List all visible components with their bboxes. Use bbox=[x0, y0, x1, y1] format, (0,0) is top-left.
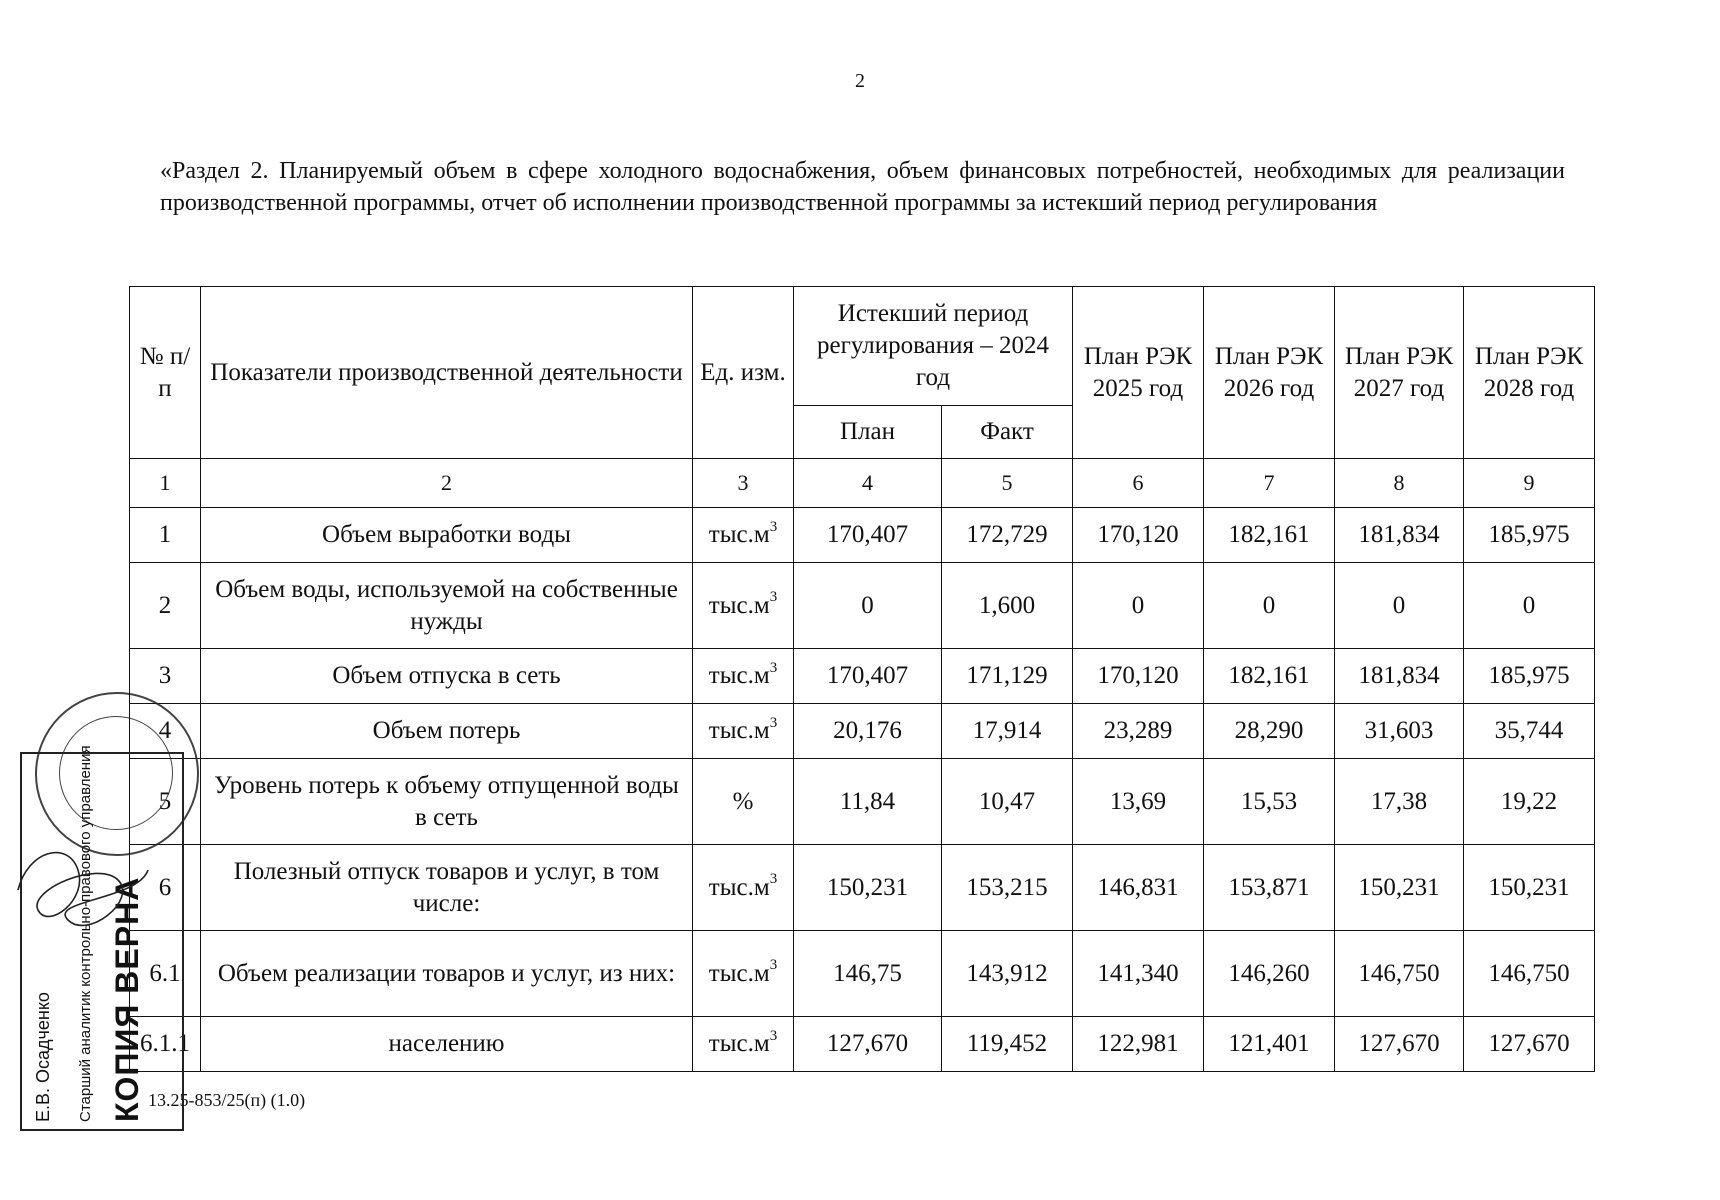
value-cell: 170,407 bbox=[794, 508, 942, 563]
value-cell: 121,401 bbox=[1204, 1017, 1335, 1072]
value-cell: 153,871 bbox=[1204, 845, 1335, 931]
unit-cell bbox=[693, 1017, 794, 1072]
value-cell: 141,340 bbox=[1073, 931, 1204, 1017]
row-number: 4 bbox=[130, 704, 201, 759]
table-row bbox=[130, 508, 1595, 563]
column-number: 2 bbox=[201, 459, 693, 508]
value-cell: 0 bbox=[794, 563, 942, 649]
column-number: 9 bbox=[1464, 459, 1595, 508]
value-cell: 146,75 bbox=[794, 931, 942, 1017]
row-number: 1 bbox=[130, 508, 201, 563]
column-number: 5 bbox=[942, 459, 1073, 508]
indicator-name: Объем воды, используемой на собственные нужды bbox=[201, 563, 693, 649]
stamp-position: Старший аналитик контрольно-правового управления bbox=[77, 745, 94, 1122]
table-row bbox=[130, 563, 1595, 649]
production-program-table bbox=[129, 286, 1595, 1072]
value-cell: 185,975 bbox=[1464, 508, 1595, 563]
header-row bbox=[130, 287, 1595, 406]
value-cell: 35,744 bbox=[1464, 704, 1595, 759]
table-row bbox=[130, 704, 1595, 759]
row-number: 2 bbox=[130, 563, 201, 649]
unit-cell bbox=[693, 704, 794, 759]
value-cell: 127,670 bbox=[794, 1017, 942, 1072]
value-cell: 23,289 bbox=[1073, 704, 1204, 759]
value-cell: 0 bbox=[1464, 563, 1595, 649]
unit-cell bbox=[693, 931, 794, 1017]
value-cell: 28,290 bbox=[1204, 704, 1335, 759]
value-cell: 127,670 bbox=[1464, 1017, 1595, 1072]
indicator-name: Объем отпуска в сеть bbox=[201, 649, 693, 704]
signature bbox=[8, 830, 158, 950]
header-plan-2028: План РЭК 2028 год bbox=[1464, 287, 1595, 459]
header-past-period: Истекший период регулирования – 2024 год bbox=[794, 287, 1073, 406]
value-cell: 11,84 bbox=[794, 759, 942, 845]
unit-text: тыс.м bbox=[708, 717, 770, 744]
value-cell: 143,912 bbox=[942, 931, 1073, 1017]
header-unit: Ед. изм. bbox=[693, 287, 794, 459]
header-plan-2027: План РЭК 2027 год bbox=[1335, 287, 1464, 459]
unit-text: % bbox=[732, 787, 754, 815]
page-number: 2 bbox=[855, 70, 865, 92]
table-row bbox=[130, 845, 1595, 931]
unit-text: тыс.м bbox=[708, 521, 770, 548]
indicator-name: Объем выработки воды bbox=[201, 508, 693, 563]
header-num: № п/п bbox=[130, 287, 201, 459]
value-cell: 170,407 bbox=[794, 649, 942, 704]
table-row bbox=[130, 931, 1595, 1017]
column-number-row bbox=[130, 459, 1595, 508]
unit-cell bbox=[693, 845, 794, 931]
indicator-name: Полезный отпуск товаров и услуг, в том числе: bbox=[201, 845, 693, 931]
value-cell: 20,176 bbox=[794, 704, 942, 759]
unit-text: тыс.м bbox=[708, 591, 770, 619]
row-number: 5 bbox=[130, 759, 201, 845]
unit-superscript: 3 bbox=[769, 1027, 778, 1044]
value-cell: 10,47 bbox=[942, 759, 1073, 845]
unit-text: тыс.м bbox=[708, 662, 770, 689]
value-cell: 181,834 bbox=[1335, 508, 1464, 563]
value-cell: 0 bbox=[1204, 563, 1335, 649]
value-cell: 185,975 bbox=[1464, 649, 1595, 704]
value-cell: 182,161 bbox=[1204, 649, 1335, 704]
unit-superscript: 3 bbox=[769, 871, 778, 888]
section-heading: «Раздел 2. Планируемый объем в сфере холодного водоснабжения, объем финансовых потребностей, необходимых для реализации производственной программы, отчет об исполнении производственной программы за истекший период регулирования bbox=[160, 158, 1565, 216]
unit-superscript: 3 bbox=[769, 589, 778, 606]
value-cell: 182,161 bbox=[1204, 508, 1335, 563]
indicator-name: населению bbox=[201, 1017, 693, 1072]
value-cell: 146,260 bbox=[1204, 931, 1335, 1017]
header-plan: План bbox=[794, 406, 942, 459]
header-plan-2025: План РЭК 2025 год bbox=[1073, 287, 1204, 459]
value-cell: 146,750 bbox=[1335, 931, 1464, 1017]
column-number: 8 bbox=[1335, 459, 1464, 508]
header-plan-2026: План РЭК 2026 год bbox=[1204, 287, 1335, 459]
stamp-title: КОПИЯ ВЕРНА bbox=[109, 876, 145, 1122]
indicator-name: Объем реализации товаров и услуг, из них: bbox=[201, 931, 693, 1017]
unit-text: тыс.м bbox=[708, 959, 770, 987]
value-cell: 171,129 bbox=[942, 649, 1073, 704]
unit-cell bbox=[693, 563, 794, 649]
value-cell: 172,729 bbox=[942, 508, 1073, 563]
column-number: 7 bbox=[1204, 459, 1335, 508]
value-cell: 0 bbox=[1335, 563, 1464, 649]
column-number: 3 bbox=[693, 459, 794, 508]
indicator-name: Уровень потерь к объему отпущенной воды в сеть bbox=[201, 759, 693, 845]
value-cell: 150,231 bbox=[1335, 845, 1464, 931]
unit-superscript: 3 bbox=[769, 659, 778, 676]
header-indicator: Показатели производственной деятельности bbox=[201, 287, 693, 459]
row-number: 3 bbox=[130, 649, 201, 704]
value-cell: 19,22 bbox=[1464, 759, 1595, 845]
header-fact: Факт bbox=[942, 406, 1073, 459]
value-cell: 0 bbox=[1073, 563, 1204, 649]
value-cell: 150,231 bbox=[794, 845, 942, 931]
value-cell: 127,670 bbox=[1335, 1017, 1464, 1072]
table-row bbox=[130, 759, 1595, 845]
document-code: 13.25-853/25(п) (1.0) bbox=[148, 1090, 306, 1110]
table-row bbox=[130, 649, 1595, 704]
row-number: 6.1.1 bbox=[130, 1017, 201, 1072]
value-cell: 146,750 bbox=[1464, 931, 1595, 1017]
unit-cell bbox=[693, 508, 794, 563]
value-cell: 181,834 bbox=[1335, 649, 1464, 704]
value-cell: 17,914 bbox=[942, 704, 1073, 759]
value-cell: 13,69 bbox=[1073, 759, 1204, 845]
value-cell: 150,231 bbox=[1464, 845, 1595, 931]
stamp-name: Е.В. Осадченко bbox=[33, 992, 53, 1122]
value-cell: 170,120 bbox=[1073, 649, 1204, 704]
unit-text: тыс.м bbox=[708, 1030, 770, 1057]
value-cell: 146,831 bbox=[1073, 845, 1204, 931]
unit-superscript: 3 bbox=[769, 714, 778, 731]
column-number: 1 bbox=[130, 459, 201, 508]
column-number: 4 bbox=[794, 459, 942, 508]
value-cell: 17,38 bbox=[1335, 759, 1464, 845]
value-cell: 31,603 bbox=[1335, 704, 1464, 759]
value-cell: 15,53 bbox=[1204, 759, 1335, 845]
column-number: 6 bbox=[1073, 459, 1204, 508]
unit-superscript: 3 bbox=[769, 518, 778, 535]
value-cell: 170,120 bbox=[1073, 508, 1204, 563]
unit-cell bbox=[693, 759, 794, 845]
row-number: 6 bbox=[130, 845, 201, 931]
unit-text: тыс.м bbox=[708, 873, 770, 901]
value-cell: 119,452 bbox=[942, 1017, 1073, 1072]
value-cell: 153,215 bbox=[942, 845, 1073, 931]
unit-superscript: 3 bbox=[769, 957, 778, 974]
row-number: 6.1 bbox=[130, 931, 201, 1017]
indicator-name: Объем потерь bbox=[201, 704, 693, 759]
value-cell: 1,600 bbox=[942, 563, 1073, 649]
value-cell: 122,981 bbox=[1073, 1017, 1204, 1072]
unit-cell bbox=[693, 649, 794, 704]
table-row bbox=[130, 1017, 1595, 1072]
